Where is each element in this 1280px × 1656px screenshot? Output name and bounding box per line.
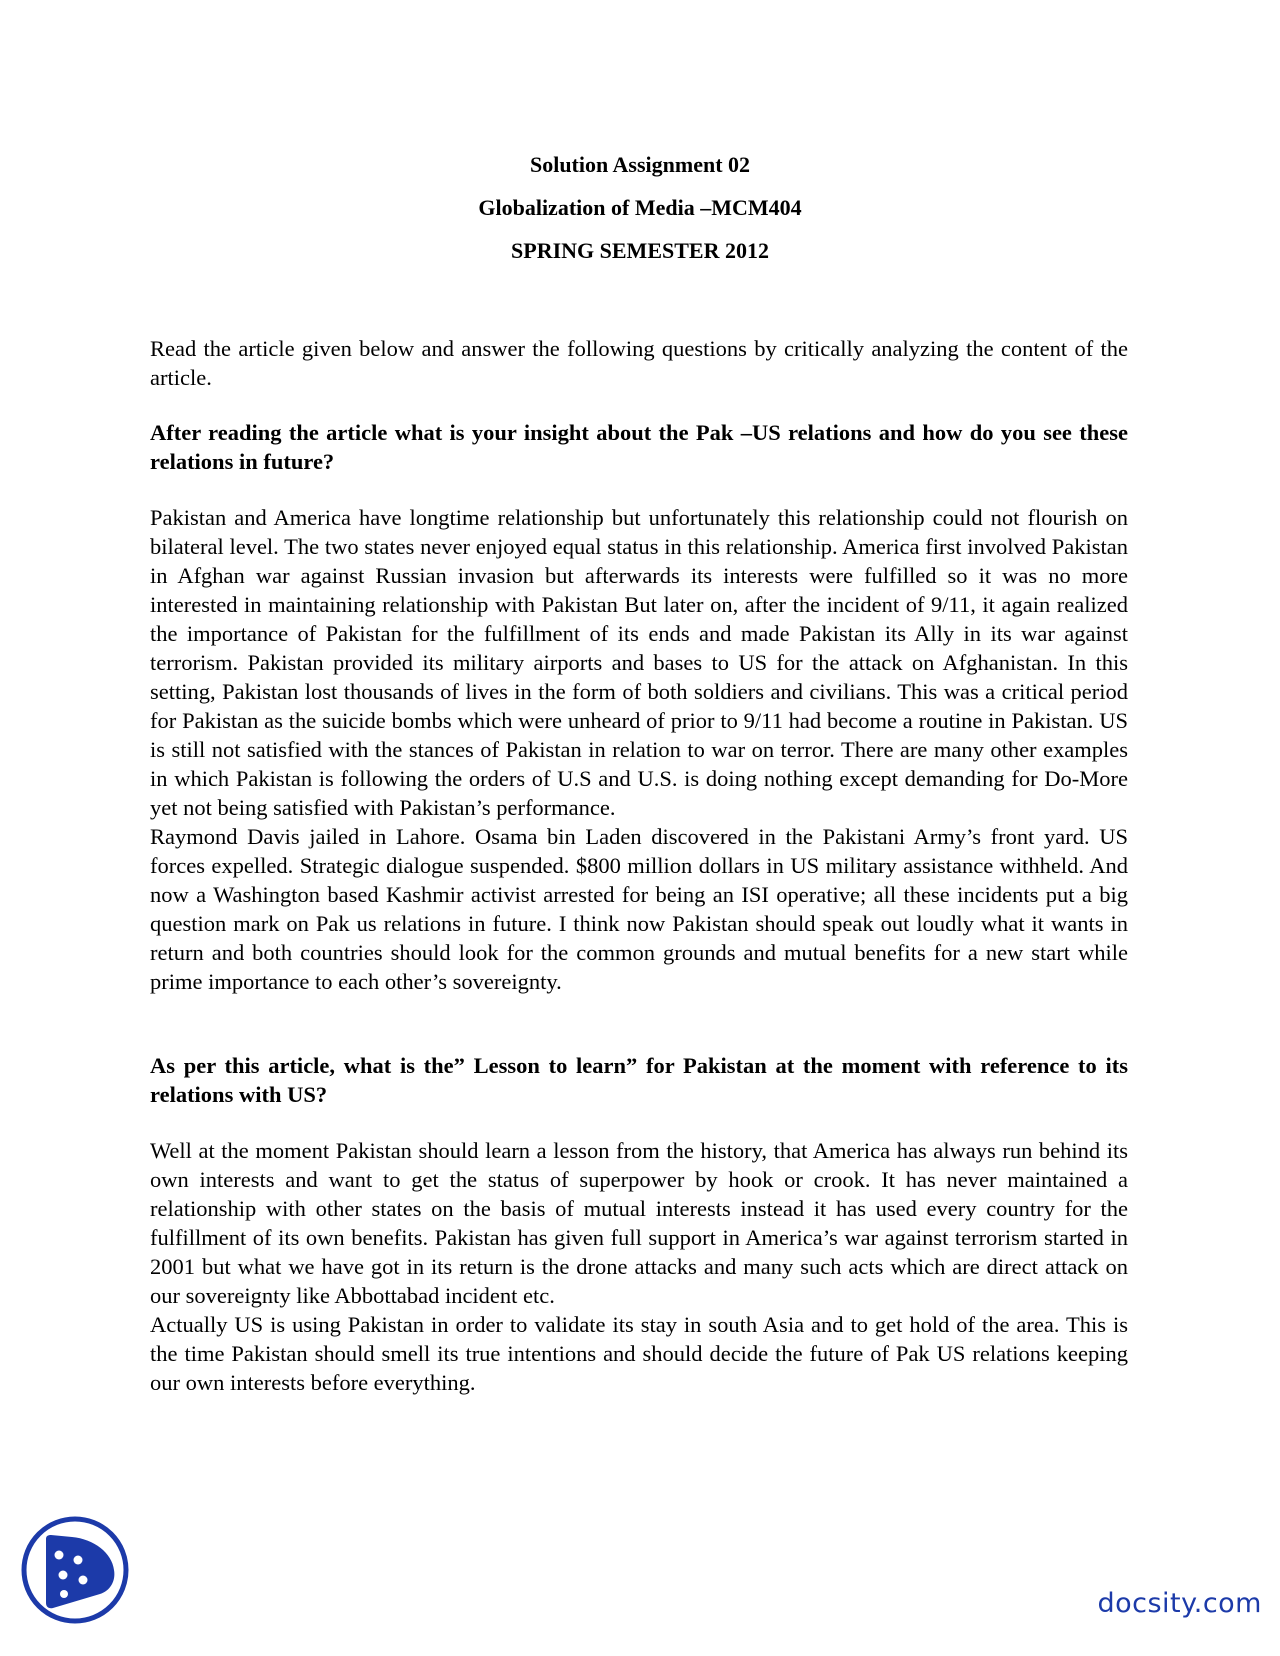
intro-paragraph: Read the article given below and answer the following questions by critically analyzing the content of the article. — [150, 336, 1128, 390]
answer-2-paragraph-1: Well at the moment Pakistan should learn a lesson from the history, that America has always run behind its own interests and want to get the status of superpower by hook or crook. It has never maintained a relationship with other states on the basis of mutual interests instead it has used every country for the fulfillment of its own benefits. Pakistan has given full support in America’s war against terrorism started in 2001 but what we have got in its return is the drone attacks and many such acts which are direct attack on our sovereignty like Abbottabad incident etc. — [150, 1138, 1128, 1308]
course-title: Globalization of Media –MCM404 — [478, 195, 802, 220]
document-title: Solution Assignment 02 — [529, 152, 751, 177]
answer-1-paragraph-2: Raymond Davis jailed in Lahore. Osama bin Laden discovered in the Pakistani Army’s front yard. US forces expelled. Strategic dialogue suspended. $800 million dollars in US military assistance withheld. And now a Washington based Kashmir activist arrested for being an ISI operative; all these incidents put a big question mark on Pak us relations in future. I think now Pakistan should speak out loudly what it wants in return and both countries should look for the common grounds and mutual benefits for a new start while prime importance to each other’s sovereignty. — [150, 824, 1128, 994]
semester-title: SPRING SEMESTER 2012 — [511, 238, 769, 263]
answer-1-paragraph-1: Pakistan and America have longtime relationship but unfortunately this relationship could not flourish on bilateral level. The two states never enjoyed equal status in this relationship. America first involved Pakistan in Afghan war against Russian invasion but afterwards its interests were fulfilled so it was no more interested in maintaining relationship with Pakistan But later on, after the incident of 9/11, it again realized the importance of Pakistan for the fulfillment of its ends and made Pakistan its Ally in its war against terrorism. Pakistan provided its military airports and bases to US for the attack on Afghanistan. In this setting, Pakistan lost thousands of lives in the form of both soldiers and civilians. This was a critical period for Pakistan as the suicide bombs which were unheard of prior to 9/11 had become a routine in Pakistan. US is still not satisfied with the stances of Pakistan in relation to war on terror. There are many other examples in which Pakistan is following the orders of U.S and U.S. is doing nothing except demanding for Do-More yet not being satisfied with Pakistan’s performance. — [150, 505, 1128, 820]
docsity-brand-link[interactable]: docsity.com — [1097, 1588, 1262, 1619]
answer-2-paragraph-2: Actually US is using Pakistan in order to validate its stay in south Asia and to get hold of the area. This is the time Pakistan should smell its true intentions and should decide the future of Pak US relations keeping our own interests before everything. — [150, 1312, 1128, 1395]
document-header — [0, 143, 1280, 272]
document-body — [150, 334, 1128, 1397]
docsity-logo-icon — [20, 1515, 130, 1625]
question-2: As per this article, what is the” Lesson to learn” for Pakistan at the moment with reference to its relations with US? — [150, 1053, 1128, 1107]
question-1: After reading the article what is your insight about the Pak –US relations and how do you see these relations in future? — [150, 420, 1128, 474]
